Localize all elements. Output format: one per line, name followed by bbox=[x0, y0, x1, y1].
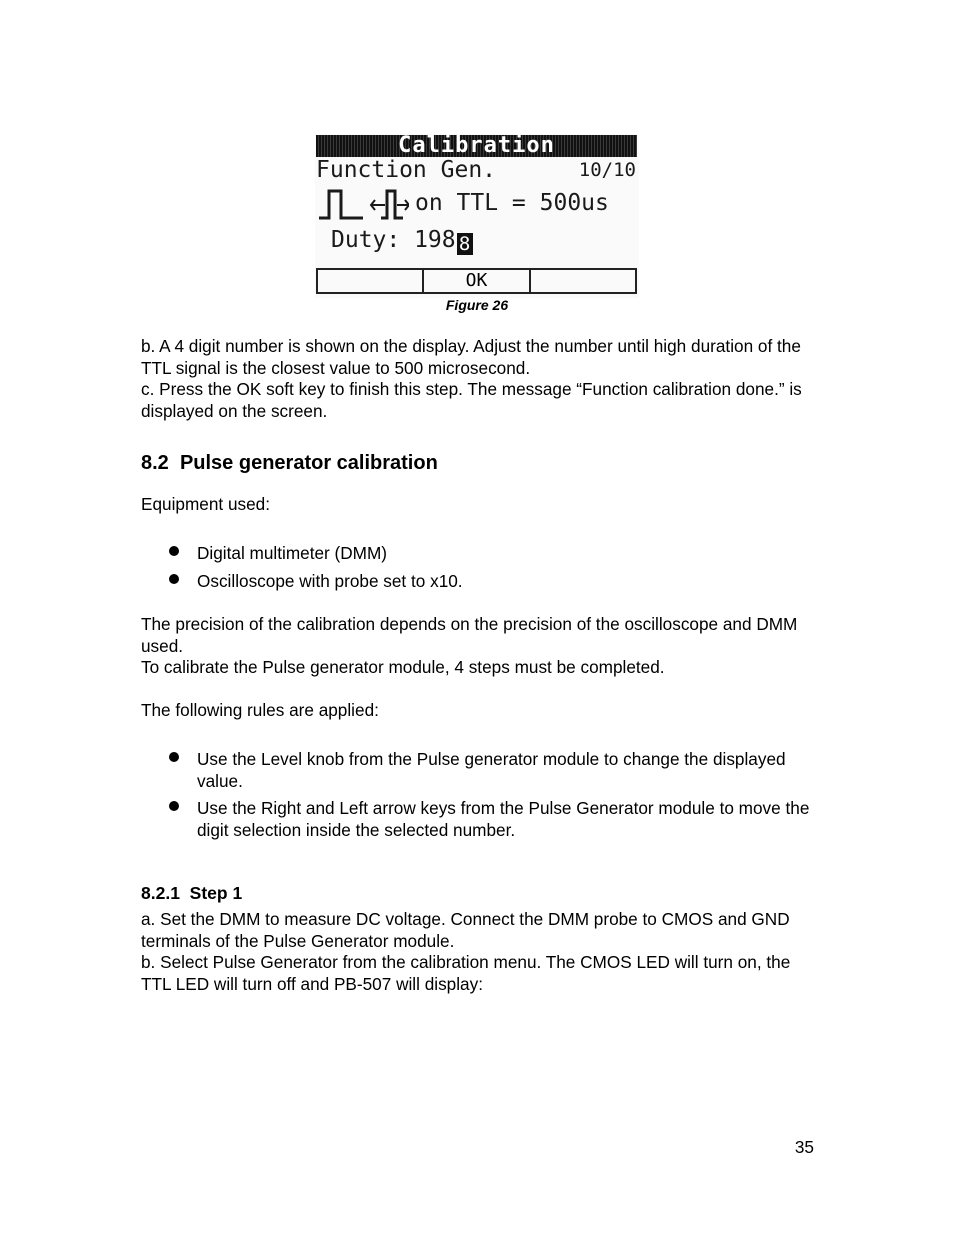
equipment-item: Digital multimeter (DMM) bbox=[197, 543, 388, 563]
lcd-title: Calibration bbox=[398, 133, 555, 158]
steps-paragraph: To calibrate the Pulse generator module, 4 steps must be completed. bbox=[141, 657, 665, 677]
step1-paragraph-b: b. Select Pulse Generator from the calibration menu. The CMOS LED will turn on, the TTL LED will turn off and PB-507 will display: bbox=[141, 952, 791, 994]
paragraph-b: b. A 4 digit number is shown on the display. Adjust the number until high duration of the TTL signal is the closest value to 500 microsecond. bbox=[141, 336, 801, 378]
precision-paragraph: The precision of the calibration depends on the precision of the oscilloscope and DMM used. bbox=[141, 614, 798, 656]
bullet-icon bbox=[169, 546, 179, 556]
section-title: Pulse generator calibration bbox=[179, 452, 438, 474]
lcd-digit-cursor: 8 bbox=[457, 233, 473, 255]
bullet-icon bbox=[169, 752, 179, 762]
equipment-item: Oscilloscope with probe set to x10. bbox=[197, 571, 463, 591]
subsection-title: Step 1 bbox=[189, 883, 243, 903]
step1-paragraph-a: a. Set the DMM to measure DC voltage. Connect the DMM probe to CMOS and GND terminals of the Pulse Generator module. bbox=[141, 909, 790, 951]
paragraph-c: c. Press the OK soft key to finish this step. The message “Function calibration done.” is displayed on the screen. bbox=[141, 379, 802, 421]
pulse-waveform-icon bbox=[317, 188, 409, 222]
lcd-ttl-line: on TTL = 500us bbox=[415, 190, 609, 216]
section-heading bbox=[141, 452, 438, 475]
rule-item: Use the Right and Left arrow keys from the Pulse Generator module to move the digit selection inside the selected number. bbox=[197, 798, 810, 840]
rule-item: Use the Level knob from the Pulse generator module to change the displayed value. bbox=[197, 749, 786, 791]
softkey-right[interactable] bbox=[531, 270, 635, 292]
subsection-number: 8.2.1 bbox=[141, 883, 180, 903]
lcd-display-figure bbox=[315, 134, 639, 298]
lcd-duty-line bbox=[331, 227, 473, 255]
softkey-ok[interactable]: OK bbox=[424, 270, 530, 292]
subsection-heading bbox=[141, 883, 242, 904]
equipment-label: Equipment used: bbox=[141, 494, 270, 514]
bullet-icon bbox=[169, 801, 179, 811]
lcd-function-label: Function Gen. bbox=[316, 157, 497, 183]
section-number: 8.2 bbox=[141, 452, 169, 474]
softkey-left[interactable] bbox=[318, 270, 424, 292]
page-number: 35 bbox=[794, 1137, 814, 1157]
bullet-icon bbox=[169, 574, 179, 584]
lcd-softkey-bar bbox=[316, 268, 637, 294]
lcd-page-indicator: 10/10 bbox=[578, 159, 636, 181]
lcd-duty-label: Duty: 198 bbox=[331, 227, 456, 253]
rules-label: The following rules are applied: bbox=[141, 700, 379, 720]
figure-caption: Figure 26 bbox=[445, 297, 509, 313]
lcd-title-bar bbox=[316, 135, 637, 157]
